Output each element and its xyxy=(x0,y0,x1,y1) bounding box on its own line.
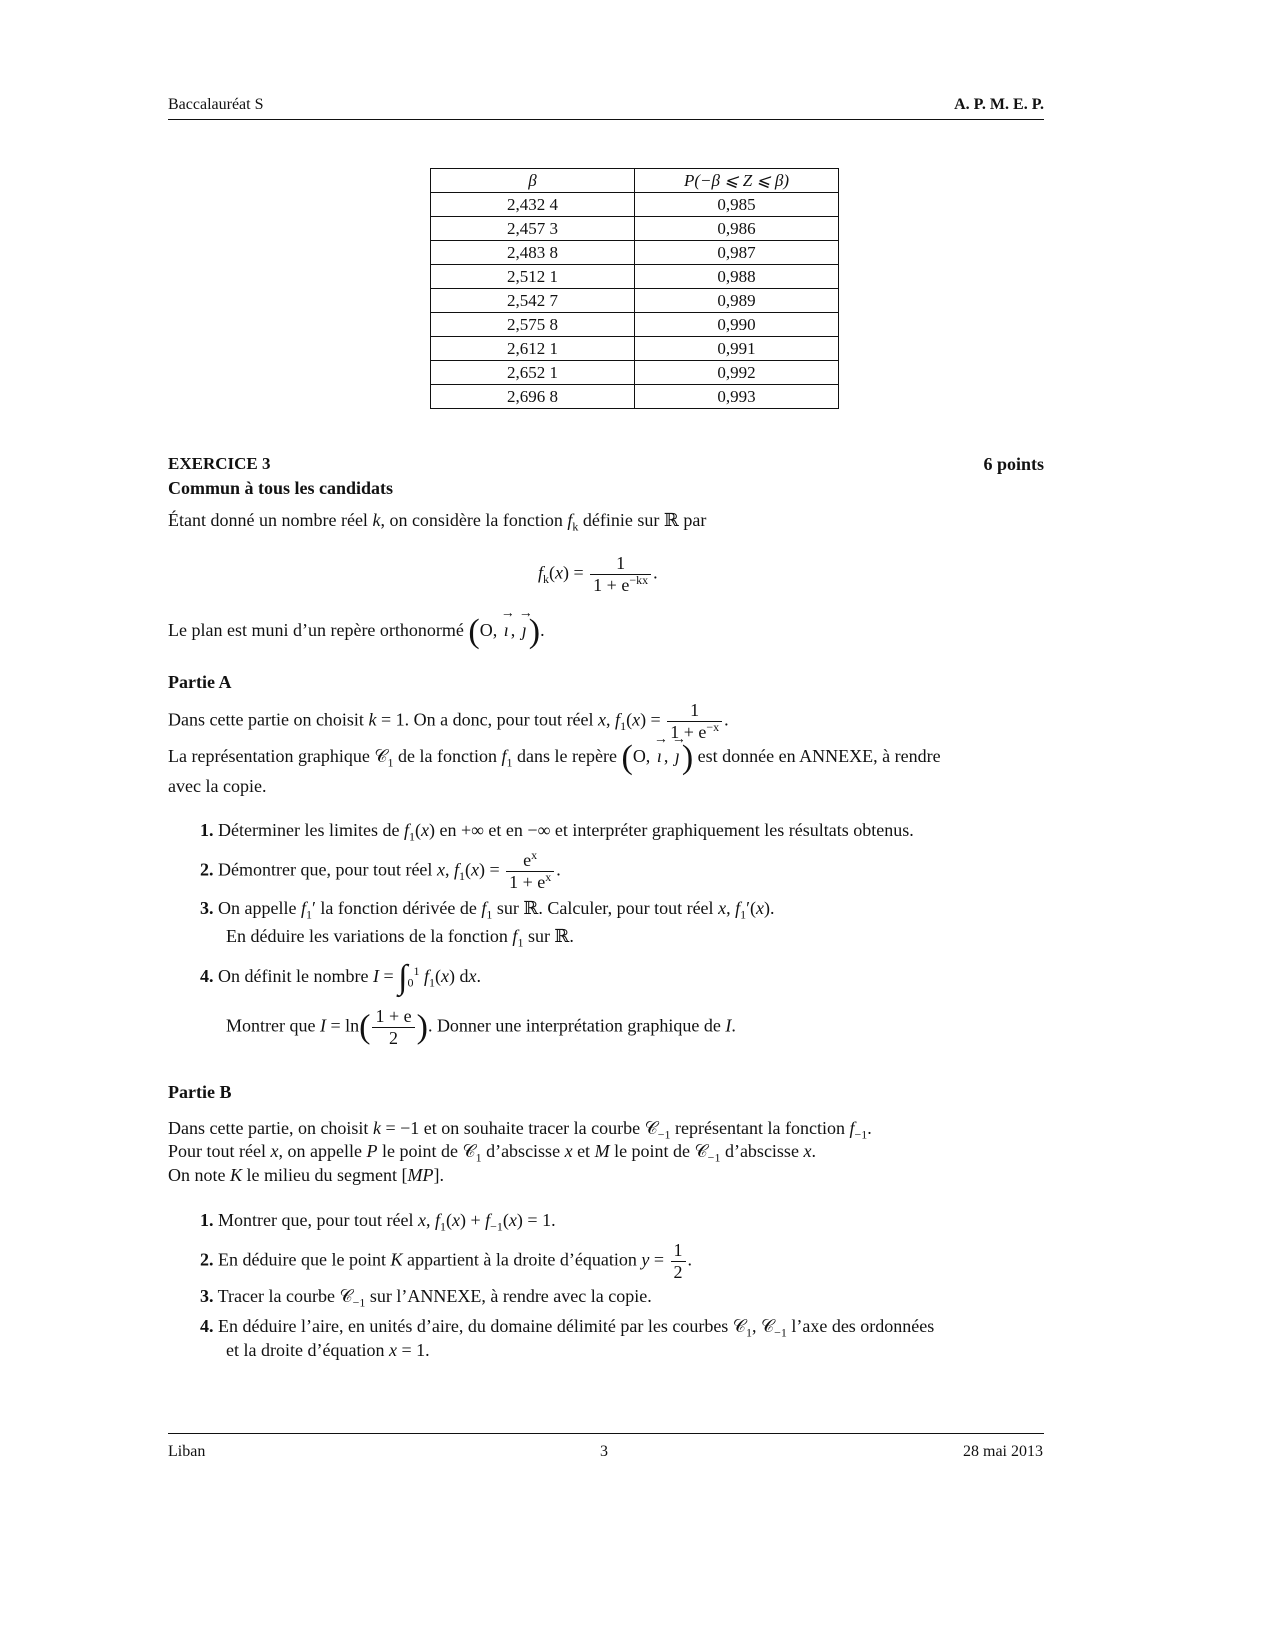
text-run: dans le repère xyxy=(512,746,622,766)
text-run: = xyxy=(649,1249,669,1270)
math-symbol: f xyxy=(567,510,573,530)
probability-cell: 0,989 xyxy=(635,289,839,313)
vector-symbol: → ȷ xyxy=(673,746,682,767)
fraction xyxy=(671,1240,686,1283)
fraction xyxy=(506,850,554,893)
probability-cell: 0,987 xyxy=(635,241,839,265)
text-run: ]. xyxy=(433,1165,444,1185)
bold-text: 3. xyxy=(200,898,214,918)
subscript: −1 xyxy=(657,1127,671,1142)
text-run: ) d xyxy=(448,966,469,986)
exercise-title: EXERCICE 3 xyxy=(168,454,271,473)
normal-law-table xyxy=(430,168,839,409)
math-symbol: x xyxy=(420,820,429,840)
text-run: . xyxy=(731,1015,736,1036)
subscript: −1 xyxy=(774,1325,787,1340)
math-symbol: f xyxy=(300,898,306,918)
table-row xyxy=(431,265,839,289)
math-symbol: x xyxy=(470,859,479,880)
superscript: x xyxy=(545,870,552,884)
math-symbol: M xyxy=(594,1141,610,1161)
bold-text: 1. xyxy=(200,1210,214,1230)
text-run: ) = 1. xyxy=(516,1210,556,1230)
header-rule xyxy=(168,119,1044,120)
subscript: 1 xyxy=(458,869,465,884)
math-symbol: x xyxy=(388,1340,397,1360)
math-symbol: x xyxy=(468,966,477,986)
fraction xyxy=(372,1006,414,1049)
text-run: ( xyxy=(414,820,421,840)
text-run: La représentation graphique 𝒞 xyxy=(168,746,388,766)
subscript: −1 xyxy=(352,1295,366,1310)
math-delimiter: ∫ xyxy=(398,958,408,996)
text-run: , xyxy=(606,709,616,730)
text-run: 1 + e xyxy=(509,872,546,892)
text-run: ′ la fonction dérivée de xyxy=(311,898,482,918)
text-run: représentant la fonction xyxy=(670,1118,850,1138)
denominator xyxy=(506,872,554,893)
table-header-row xyxy=(431,169,839,193)
numerator xyxy=(667,700,722,722)
fraction xyxy=(590,553,651,596)
table-row xyxy=(431,193,839,217)
text-run: . xyxy=(724,709,729,730)
math-symbol: K xyxy=(390,1249,403,1270)
text-run: . xyxy=(476,966,481,986)
bold-text: 4. xyxy=(200,1316,214,1336)
text-run: ) + xyxy=(459,1210,486,1230)
text-run: Tracer la courbe 𝒞 xyxy=(213,1286,353,1306)
text-line xyxy=(168,510,707,534)
text-line xyxy=(200,1240,692,1283)
math-symbol: f xyxy=(538,562,544,583)
probability-cell: 0,985 xyxy=(635,193,839,217)
text-line xyxy=(168,672,231,693)
exercise-points: 6 points xyxy=(983,454,1044,474)
text-run: ′( xyxy=(746,898,757,918)
math-delimiter: ( xyxy=(468,612,480,650)
text-run: et la droite d’équation xyxy=(226,1340,389,1360)
text-line xyxy=(168,1082,231,1103)
math-symbol: x xyxy=(718,898,727,918)
subscript: 1 xyxy=(305,907,312,922)
math-delimiter: ) xyxy=(416,1008,428,1046)
math-symbol: x xyxy=(270,1141,279,1161)
text-run: 1 + e xyxy=(375,1006,412,1026)
page-number: 3 xyxy=(600,1443,608,1460)
subscript: k xyxy=(543,572,550,587)
math-symbol: x xyxy=(756,898,765,918)
text-run: On définit le nombre xyxy=(213,966,373,986)
denominator xyxy=(372,1028,414,1049)
text-run: Dans cette partie on choisit xyxy=(168,709,369,730)
vector-symbol: → ı xyxy=(655,746,664,767)
subscript: 1 xyxy=(620,719,627,734)
math-symbol: k xyxy=(372,510,381,530)
text-run: = ln xyxy=(325,1015,360,1036)
math-symbol: f xyxy=(849,1118,855,1138)
text-run: sur l’ANNEXE, à rendre avec la copie. xyxy=(365,1286,652,1306)
text-run: 1 + e xyxy=(670,722,707,742)
text-run: sur ℝ. Calculer, pour tout réel xyxy=(492,898,719,918)
text-line xyxy=(200,1286,652,1310)
footer-left: Liban xyxy=(168,1443,206,1460)
text-run: ( xyxy=(502,1210,509,1230)
text-run: , xyxy=(444,859,454,880)
text-run: 1 xyxy=(616,553,626,573)
numerator xyxy=(590,553,651,575)
subscript: −1 xyxy=(490,1219,503,1234)
text-line xyxy=(200,958,481,996)
bold-text: Partie B xyxy=(168,1082,232,1102)
text-line xyxy=(168,738,941,776)
table-row xyxy=(431,361,839,385)
table-row xyxy=(431,337,839,361)
text-run: ( xyxy=(549,562,556,583)
bold-text: 3. xyxy=(200,1286,214,1306)
table-row xyxy=(431,217,839,241)
math-symbol: x xyxy=(598,709,607,730)
text-run: = 1. xyxy=(396,1340,430,1360)
superscript: −kx xyxy=(629,573,649,587)
text-line xyxy=(200,898,775,922)
text-run: . Donner une interprétation graphique de xyxy=(427,1015,726,1036)
subscript: 1 xyxy=(506,755,513,770)
text-run: ( xyxy=(445,1210,452,1230)
text-run: Montrer que xyxy=(226,1015,320,1036)
text-run: est donnée en ANNEXE, à rendre xyxy=(693,746,941,766)
header-right: A. P. M. E. P. xyxy=(954,96,1044,113)
math-symbol: f xyxy=(481,898,487,918)
bold-text: 1. xyxy=(200,820,214,840)
superscript: −x xyxy=(706,720,720,734)
subscript: 1 xyxy=(428,975,435,990)
numerator xyxy=(671,1240,686,1262)
text-run: ) = xyxy=(478,859,505,880)
text-line xyxy=(200,820,914,844)
text-run: = −1 et on souhaite tracer la courbe 𝒞 xyxy=(380,1118,658,1138)
text-run: Le plan est muni d’un repère orthonormé xyxy=(168,620,469,640)
text-run: O, xyxy=(479,620,502,640)
text-run: , on considère la fonction xyxy=(380,510,568,530)
math-symbol: I xyxy=(725,1015,732,1036)
math-symbol: x xyxy=(564,1141,573,1161)
subscript: 1 xyxy=(517,935,524,950)
numerator xyxy=(372,1006,414,1028)
probability-cell: 0,990 xyxy=(635,313,839,337)
text-run: définie sur ℝ par xyxy=(578,510,707,530)
text-run: ). xyxy=(764,898,775,918)
beta-cell: 2,652 1 xyxy=(431,361,635,385)
math-delimiter: ( xyxy=(621,738,633,776)
probability-cell: 0,992 xyxy=(635,361,839,385)
bold-text: 4. xyxy=(200,966,214,986)
text-run: , xyxy=(510,620,520,640)
superscript: 1 xyxy=(413,964,420,978)
beta-cell: 2,542 7 xyxy=(431,289,635,313)
text-run: Dans cette partie, on choisit xyxy=(168,1118,373,1138)
column-header-beta: β xyxy=(431,169,635,193)
text-line xyxy=(200,850,561,893)
text-run: avec la copie. xyxy=(168,776,267,796)
subscript: −1 xyxy=(854,1127,868,1142)
text-run: , xyxy=(425,1210,435,1230)
text-run: 2 xyxy=(389,1028,399,1048)
subscript: 0 xyxy=(407,975,414,990)
superscript: x xyxy=(531,848,538,862)
table-row xyxy=(431,241,839,265)
text-line xyxy=(168,612,545,650)
text-run: le point de 𝒞 xyxy=(609,1141,708,1161)
math-delimiter: ) xyxy=(681,738,694,776)
text-line xyxy=(200,1316,935,1340)
table-row xyxy=(431,385,839,409)
text-run: le milieu du segment [ xyxy=(242,1165,408,1185)
text-line xyxy=(168,776,266,797)
math-symbol: MP xyxy=(407,1165,434,1185)
text-run: ( xyxy=(464,859,471,880)
text-run: On note xyxy=(168,1165,230,1185)
math-symbol: x xyxy=(508,1210,517,1230)
table-row xyxy=(431,313,839,337)
text-run: ) = xyxy=(640,709,666,730)
math-symbol: x xyxy=(436,859,445,880)
text-run: sur ℝ. xyxy=(523,926,574,946)
text-run: ( xyxy=(626,709,633,730)
math-symbol: I xyxy=(372,966,379,986)
text-run: le point de 𝒞 xyxy=(377,1141,476,1161)
text-run: d’abscisse xyxy=(720,1141,804,1161)
text-run: Démontrer que, pour tout réel xyxy=(213,859,437,880)
exercise-subtitle: Commun à tous les candidats xyxy=(168,478,394,498)
text-run: d’abscisse xyxy=(481,1141,565,1161)
text-run: l’axe des ordonnées xyxy=(786,1316,935,1336)
text-line xyxy=(226,1006,736,1049)
footer-rule xyxy=(168,1433,1044,1434)
text-line xyxy=(226,926,574,950)
text-run: , on appelle xyxy=(278,1141,367,1161)
text-line xyxy=(226,1340,430,1361)
math-symbol: I xyxy=(319,1015,326,1036)
bold-text: 2. xyxy=(200,1249,214,1270)
vector-symbol: → ı xyxy=(502,620,511,641)
text-run: = 1. On a donc, pour tout réel xyxy=(376,709,599,730)
text-run: . xyxy=(540,620,545,640)
text-run: O, xyxy=(632,746,655,766)
text-run: . xyxy=(811,1141,816,1161)
text-run: On appelle xyxy=(213,898,301,918)
beta-cell: 2,432 4 xyxy=(431,193,635,217)
text-run: En déduire que le point xyxy=(213,1249,391,1270)
math-symbol: x xyxy=(451,1210,460,1230)
text-line xyxy=(168,1165,444,1186)
text-line xyxy=(200,1210,556,1234)
text-run: Déterminer les limites de xyxy=(213,820,404,840)
text-run: . xyxy=(687,1249,693,1270)
text-run: . xyxy=(653,562,658,583)
probability-cell: 0,993 xyxy=(635,385,839,409)
math-symbol: f xyxy=(453,859,459,880)
text-run: 1 xyxy=(673,1240,683,1260)
math-symbol: k xyxy=(368,709,377,730)
text-run: 2 xyxy=(673,1262,683,1282)
math-symbol: f xyxy=(735,898,741,918)
beta-cell: 2,457 3 xyxy=(431,217,635,241)
text-run: e xyxy=(523,850,532,870)
text-run: Pour tout réel xyxy=(168,1141,271,1161)
math-symbol: y xyxy=(641,1249,650,1270)
beta-cell: 2,512 1 xyxy=(431,265,635,289)
beta-cell: 2,483 8 xyxy=(431,241,635,265)
text-run: , 𝒞 xyxy=(751,1316,775,1336)
subscript: 1 xyxy=(408,829,415,844)
subscript: 1 xyxy=(439,1219,446,1234)
text-line xyxy=(168,700,729,743)
math-symbol: f xyxy=(501,746,507,766)
math-delimiter: ) xyxy=(528,612,541,650)
math-symbol: x xyxy=(632,709,641,730)
text-run: = xyxy=(378,966,399,986)
footer-date: 28 mai 2013 xyxy=(963,1443,1043,1460)
probability-cell: 0,986 xyxy=(635,217,839,241)
beta-cell: 2,575 8 xyxy=(431,313,635,337)
text-run: ( xyxy=(434,966,441,986)
subscript: 1 xyxy=(486,907,493,922)
text-run: En déduire l’aire, en unités d’aire, du domaine délimité par les courbes 𝒞 xyxy=(213,1316,746,1336)
beta-cell: 2,612 1 xyxy=(431,337,635,361)
text-run: 1 + e xyxy=(593,575,630,595)
subscript: 1 xyxy=(740,907,747,922)
text-run: appartient à la droite d’équation xyxy=(402,1249,642,1270)
math-symbol: k xyxy=(372,1118,381,1138)
denominator xyxy=(590,575,651,596)
subscript: 1 xyxy=(387,755,394,770)
text-run: , xyxy=(663,746,673,766)
text-run: , xyxy=(726,898,736,918)
text-run: Étant donné un nombre réel xyxy=(168,510,373,530)
math-symbol: f xyxy=(512,926,518,946)
text-run: . xyxy=(556,859,561,880)
math-symbol: x xyxy=(440,966,449,986)
math-symbol: P xyxy=(366,1141,378,1161)
math-symbol: f xyxy=(434,1210,440,1230)
text-run: ) en +∞ et en −∞ et interpréter graphiquement les résultats obtenus. xyxy=(428,820,914,840)
numerator xyxy=(506,850,554,872)
math-symbol: f xyxy=(423,966,429,986)
probability-cell: 0,991 xyxy=(635,337,839,361)
subscript: 1 xyxy=(475,1150,482,1165)
subscript: k xyxy=(572,519,579,534)
text-run: En déduire les variations de la fonction xyxy=(226,926,513,946)
probability-cell: 0,988 xyxy=(635,265,839,289)
table-row xyxy=(431,289,839,313)
math-symbol: f xyxy=(485,1210,491,1230)
beta-cell: 2,696 8 xyxy=(431,385,635,409)
math-symbol: K xyxy=(230,1165,243,1185)
math-symbol: x xyxy=(803,1141,812,1161)
text-line xyxy=(538,553,658,596)
text-run: de la fonction xyxy=(393,746,502,766)
vector-symbol: → ȷ xyxy=(520,620,529,641)
math-symbol: f xyxy=(615,709,621,730)
subscript: −1 xyxy=(707,1150,721,1165)
bold-text: Partie A xyxy=(168,672,232,692)
subscript: 1 xyxy=(745,1325,752,1340)
text-line xyxy=(168,1118,872,1142)
denominator xyxy=(671,1262,686,1283)
header-left: Baccalauréat S xyxy=(168,96,264,113)
text-run: et xyxy=(572,1141,595,1161)
text-run: 1 xyxy=(690,700,700,720)
math-delimiter: ( xyxy=(359,1008,371,1046)
column-header-probability: P(−β ⩽ Z ⩽ β) xyxy=(635,169,839,193)
bold-text: 2. xyxy=(200,859,214,880)
text-run: Montrer que, pour tout réel xyxy=(213,1210,418,1230)
text-line xyxy=(168,1141,816,1165)
math-symbol: x xyxy=(555,562,564,583)
math-symbol: x xyxy=(417,1210,426,1230)
math-symbol: f xyxy=(403,820,409,840)
text-run: . xyxy=(867,1118,872,1138)
text-run: ) = xyxy=(563,562,589,583)
